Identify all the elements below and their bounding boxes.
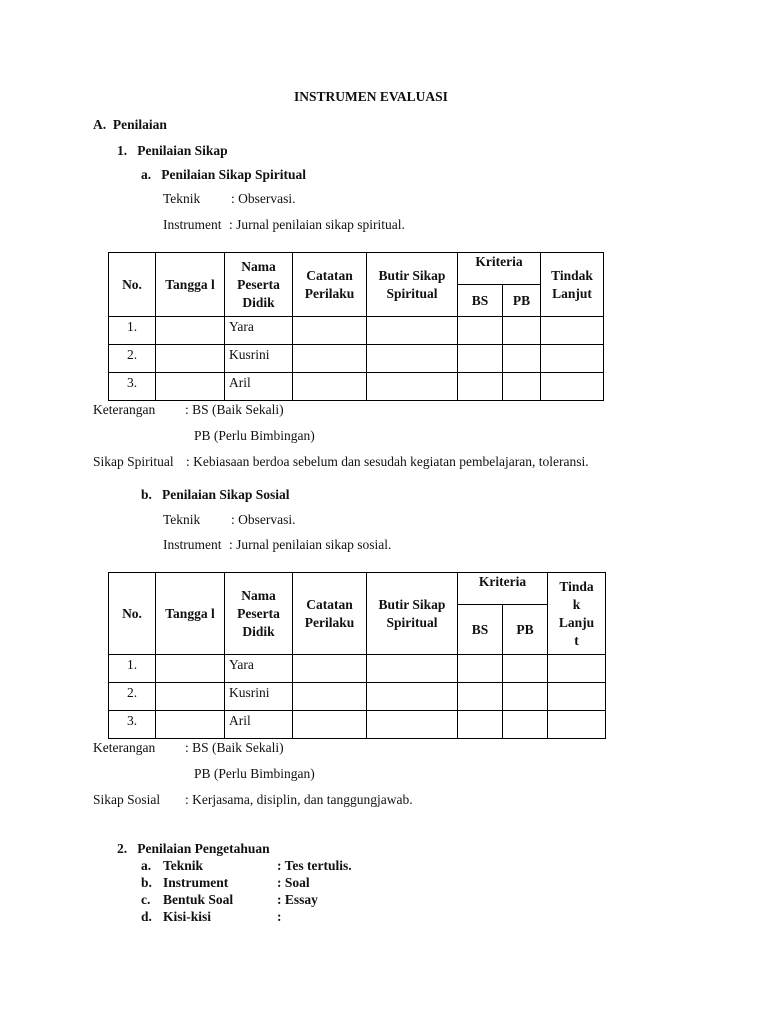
list-item-label: Instrument: [163, 875, 229, 890]
row-pb: [503, 711, 548, 739]
row-tindak: [548, 711, 606, 739]
header-tanggal: Tangga l: [156, 573, 225, 655]
sub-a-keterangan-pb: PB (Perlu Bimbingan): [194, 428, 315, 443]
row-tanggal: [156, 373, 225, 401]
row-butir: [367, 683, 458, 711]
table-row: [109, 373, 604, 401]
sub-a-keterangan-bs: : BS (Baik Sekali): [185, 402, 284, 417]
row-catatan: [293, 655, 367, 683]
row-tindak: [541, 317, 604, 345]
row-pb: [503, 317, 541, 345]
row-tindak: [541, 373, 604, 401]
list-item-marker: d.: [141, 909, 152, 924]
row-no: 2.: [109, 683, 156, 711]
row-bs: [458, 655, 503, 683]
section-a-heading: A. Penilaian: [93, 117, 167, 132]
table-row: [109, 317, 604, 345]
row-bs: [458, 711, 503, 739]
sub-b-teknik-label: Teknik: [163, 512, 201, 527]
sub-a-sikap-value: : Kebiasaan berdoa sebelum dan sesudah kegiatan pembelajaran, toleransi.: [186, 454, 589, 469]
header-bs: BS: [458, 605, 503, 655]
header-tindak: Tindak Lanjut: [541, 253, 604, 317]
row-pb: [503, 373, 541, 401]
list-item-label: Kisi-kisi: [163, 909, 212, 924]
row-tanggal: [156, 345, 225, 373]
sub-a-instrument-label: Instrument: [163, 217, 222, 232]
sub-a-keterangan-label: Keterangan: [93, 402, 156, 417]
row-no: 3.: [109, 711, 156, 739]
row-pb: [503, 655, 548, 683]
spiritual-assessment-table: [108, 252, 604, 401]
sub-b-heading: b. Penilaian Sikap Sosial: [141, 487, 290, 502]
row-nama: Kusrini: [225, 345, 293, 373]
list-item-marker: a.: [141, 858, 152, 873]
sub-a-instrument-value: : Jurnal penilaian sikap spiritual.: [229, 217, 405, 232]
row-no: 1.: [109, 655, 156, 683]
header-no: No.: [109, 573, 156, 655]
row-pb: [503, 683, 548, 711]
header-no: No.: [109, 253, 156, 317]
row-tindak: [548, 655, 606, 683]
list-item-label: Bentuk Soal: [163, 892, 234, 907]
social-assessment-table: [108, 572, 606, 739]
row-tindak: [541, 345, 604, 373]
header-kriteria: Kriteria: [458, 253, 541, 285]
header-tindak: Tinda k Lanju t: [548, 573, 606, 655]
sub-b-sikap-label: Sikap Sosial: [93, 792, 161, 807]
document-title: INSTRUMEN EVALUASI: [294, 89, 448, 104]
row-tanggal: [156, 655, 225, 683]
table-row: [109, 345, 604, 373]
header-butir: Butir Sikap Spiritual: [367, 573, 458, 655]
row-catatan: [293, 711, 367, 739]
header-nama: Nama Peserta Didik: [225, 253, 293, 317]
row-nama: Aril: [225, 711, 293, 739]
sub-b-instrument-value: : Jurnal penilaian sikap sosial.: [229, 537, 392, 552]
list-item-value: : Soal: [277, 875, 310, 890]
row-tindak: [548, 683, 606, 711]
row-nama: Kusrini: [225, 683, 293, 711]
sub-b-instrument-label: Instrument: [163, 537, 222, 552]
row-nama: Aril: [225, 373, 293, 401]
row-no: 2.: [109, 345, 156, 373]
row-catatan: [293, 345, 367, 373]
table-row: [109, 683, 606, 711]
row-butir: [367, 655, 458, 683]
sub-b-keterangan-bs: : BS (Baik Sekali): [185, 740, 284, 755]
sub-a-sikap-label: Sikap Spiritual: [93, 454, 174, 469]
header-butir: Butir Sikap Spiritual: [367, 253, 458, 317]
row-catatan: [293, 373, 367, 401]
list-item-value: : Essay: [277, 892, 318, 907]
row-catatan: [293, 317, 367, 345]
sub-b-keterangan-label: Keterangan: [93, 740, 156, 755]
header-pb: PB: [503, 285, 541, 317]
sub-b-keterangan-pb: PB (Perlu Bimbingan): [194, 766, 315, 781]
row-bs: [458, 317, 503, 345]
table-row: [109, 655, 606, 683]
list-item-label: Teknik: [163, 858, 204, 873]
row-tanggal: [156, 317, 225, 345]
header-tanggal: Tangga l: [156, 253, 225, 317]
row-butir: [367, 345, 458, 373]
row-butir: [367, 711, 458, 739]
table-row: [109, 711, 606, 739]
row-tanggal: [156, 711, 225, 739]
row-bs: [458, 373, 503, 401]
list-item-value: :: [277, 909, 282, 924]
row-catatan: [293, 683, 367, 711]
row-tanggal: [156, 683, 225, 711]
row-butir: [367, 317, 458, 345]
header-pb: PB: [503, 605, 548, 655]
header-bs: BS: [458, 285, 503, 317]
header-catatan: Catatan Perilaku: [293, 573, 367, 655]
row-no: 3.: [109, 373, 156, 401]
header-nama: Nama Peserta Didik: [225, 573, 293, 655]
list-item-value: : Tes tertulis.: [277, 858, 352, 873]
row-nama: Yara: [225, 655, 293, 683]
sub-b-teknik-value: : Observasi.: [231, 512, 296, 527]
sub-a-teknik-label: Teknik: [163, 191, 201, 206]
row-pb: [503, 345, 541, 373]
list-item-marker: b.: [141, 875, 152, 890]
row-nama: Yara: [225, 317, 293, 345]
sub-b-sikap-value: : Kerjasama, disiplin, dan tanggungjawab.: [185, 792, 413, 807]
sub-a-teknik-value: : Observasi.: [231, 191, 296, 206]
item-2-heading: 2. Penilaian Pengetahuan: [117, 841, 270, 856]
header-kriteria: Kriteria: [458, 573, 548, 605]
header-catatan: Catatan Perilaku: [293, 253, 367, 317]
list-item-marker: c.: [141, 892, 151, 907]
item-1-heading: 1. Penilaian Sikap: [117, 143, 228, 158]
row-butir: [367, 373, 458, 401]
row-bs: [458, 683, 503, 711]
row-bs: [458, 345, 503, 373]
row-no: 1.: [109, 317, 156, 345]
sub-a-heading: a. Penilaian Sikap Spiritual: [141, 167, 307, 182]
